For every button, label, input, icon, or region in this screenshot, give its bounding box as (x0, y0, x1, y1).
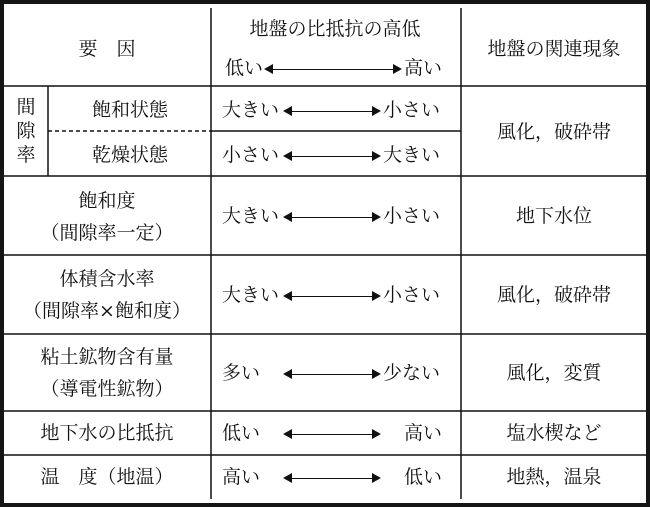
temperature-phenomenon: 地熱，温泉 (506, 466, 602, 488)
water-content-left-value: 大きい (222, 284, 280, 306)
header-phenomenon: 地盤の関連現象 (487, 38, 621, 60)
temperature-right-value: 低い (404, 466, 443, 488)
double-arrow-icon (285, 374, 379, 375)
temperature-label: 温 度（地温） (40, 466, 174, 488)
dry-left-value: 小さい (222, 144, 280, 166)
header-factor: 要 因 (78, 38, 136, 60)
clay-content-label: 粘土鉱物含有量 (40, 346, 174, 368)
saturation-note: （間隙率一定） (40, 222, 174, 244)
double-arrow-icon (266, 69, 400, 70)
water-content-right-value: 小さい (383, 284, 441, 306)
dry-state-label: 乾燥状態 (91, 144, 169, 166)
groundwater-left-value: 低い (222, 422, 261, 444)
clay-phenomenon: 風化，変質 (506, 362, 602, 384)
water-content-label: 体積含水率 (59, 268, 155, 290)
header-high-label: 高い (404, 57, 443, 79)
clay-content-note: （導電性鉱物） (40, 378, 174, 400)
groundwater-phenomenon: 塩水楔など (506, 422, 602, 444)
double-arrow-icon (285, 478, 379, 479)
temperature-left-value: 高い (222, 466, 261, 488)
double-arrow-icon (285, 156, 379, 157)
water-content-phenomenon: 風化，破砕帯 (496, 284, 612, 306)
clay-left-value: 多い (222, 362, 261, 384)
header-low-label: 低い (225, 57, 264, 79)
saturated-left-value: 大きい (222, 99, 280, 121)
double-arrow-icon (285, 296, 379, 297)
saturated-right-value: 小さい (383, 99, 441, 121)
saturation-phenomenon: 地下水位 (515, 205, 593, 227)
dry-right-value: 大きい (383, 144, 441, 166)
header-resistivity-title: 地盤の比抵抗の高低 (249, 18, 421, 40)
saturation-left-value: 大きい (222, 205, 280, 227)
porosity-phenomenon: 風化，破砕帯 (496, 121, 612, 143)
porosity-label (15, 95, 37, 167)
double-arrow-icon (285, 111, 379, 112)
porosity-label-char: 率 (16, 144, 36, 166)
porosity-label-char: 間 (16, 96, 36, 118)
porosity-label-char: 隙 (16, 120, 36, 142)
groundwater-resistivity-label: 地下水の比抵抗 (40, 422, 174, 444)
groundwater-right-value: 高い (404, 422, 443, 444)
double-arrow-icon (285, 434, 379, 435)
clay-right-value: 少ない (383, 362, 441, 384)
saturation-label: 飽和度 (78, 190, 136, 212)
double-arrow-icon (285, 217, 379, 218)
water-content-note: （間隙率×飽和度） (23, 300, 191, 322)
saturated-state-label: 飽和状態 (91, 99, 169, 121)
saturation-right-value: 小さい (383, 205, 441, 227)
